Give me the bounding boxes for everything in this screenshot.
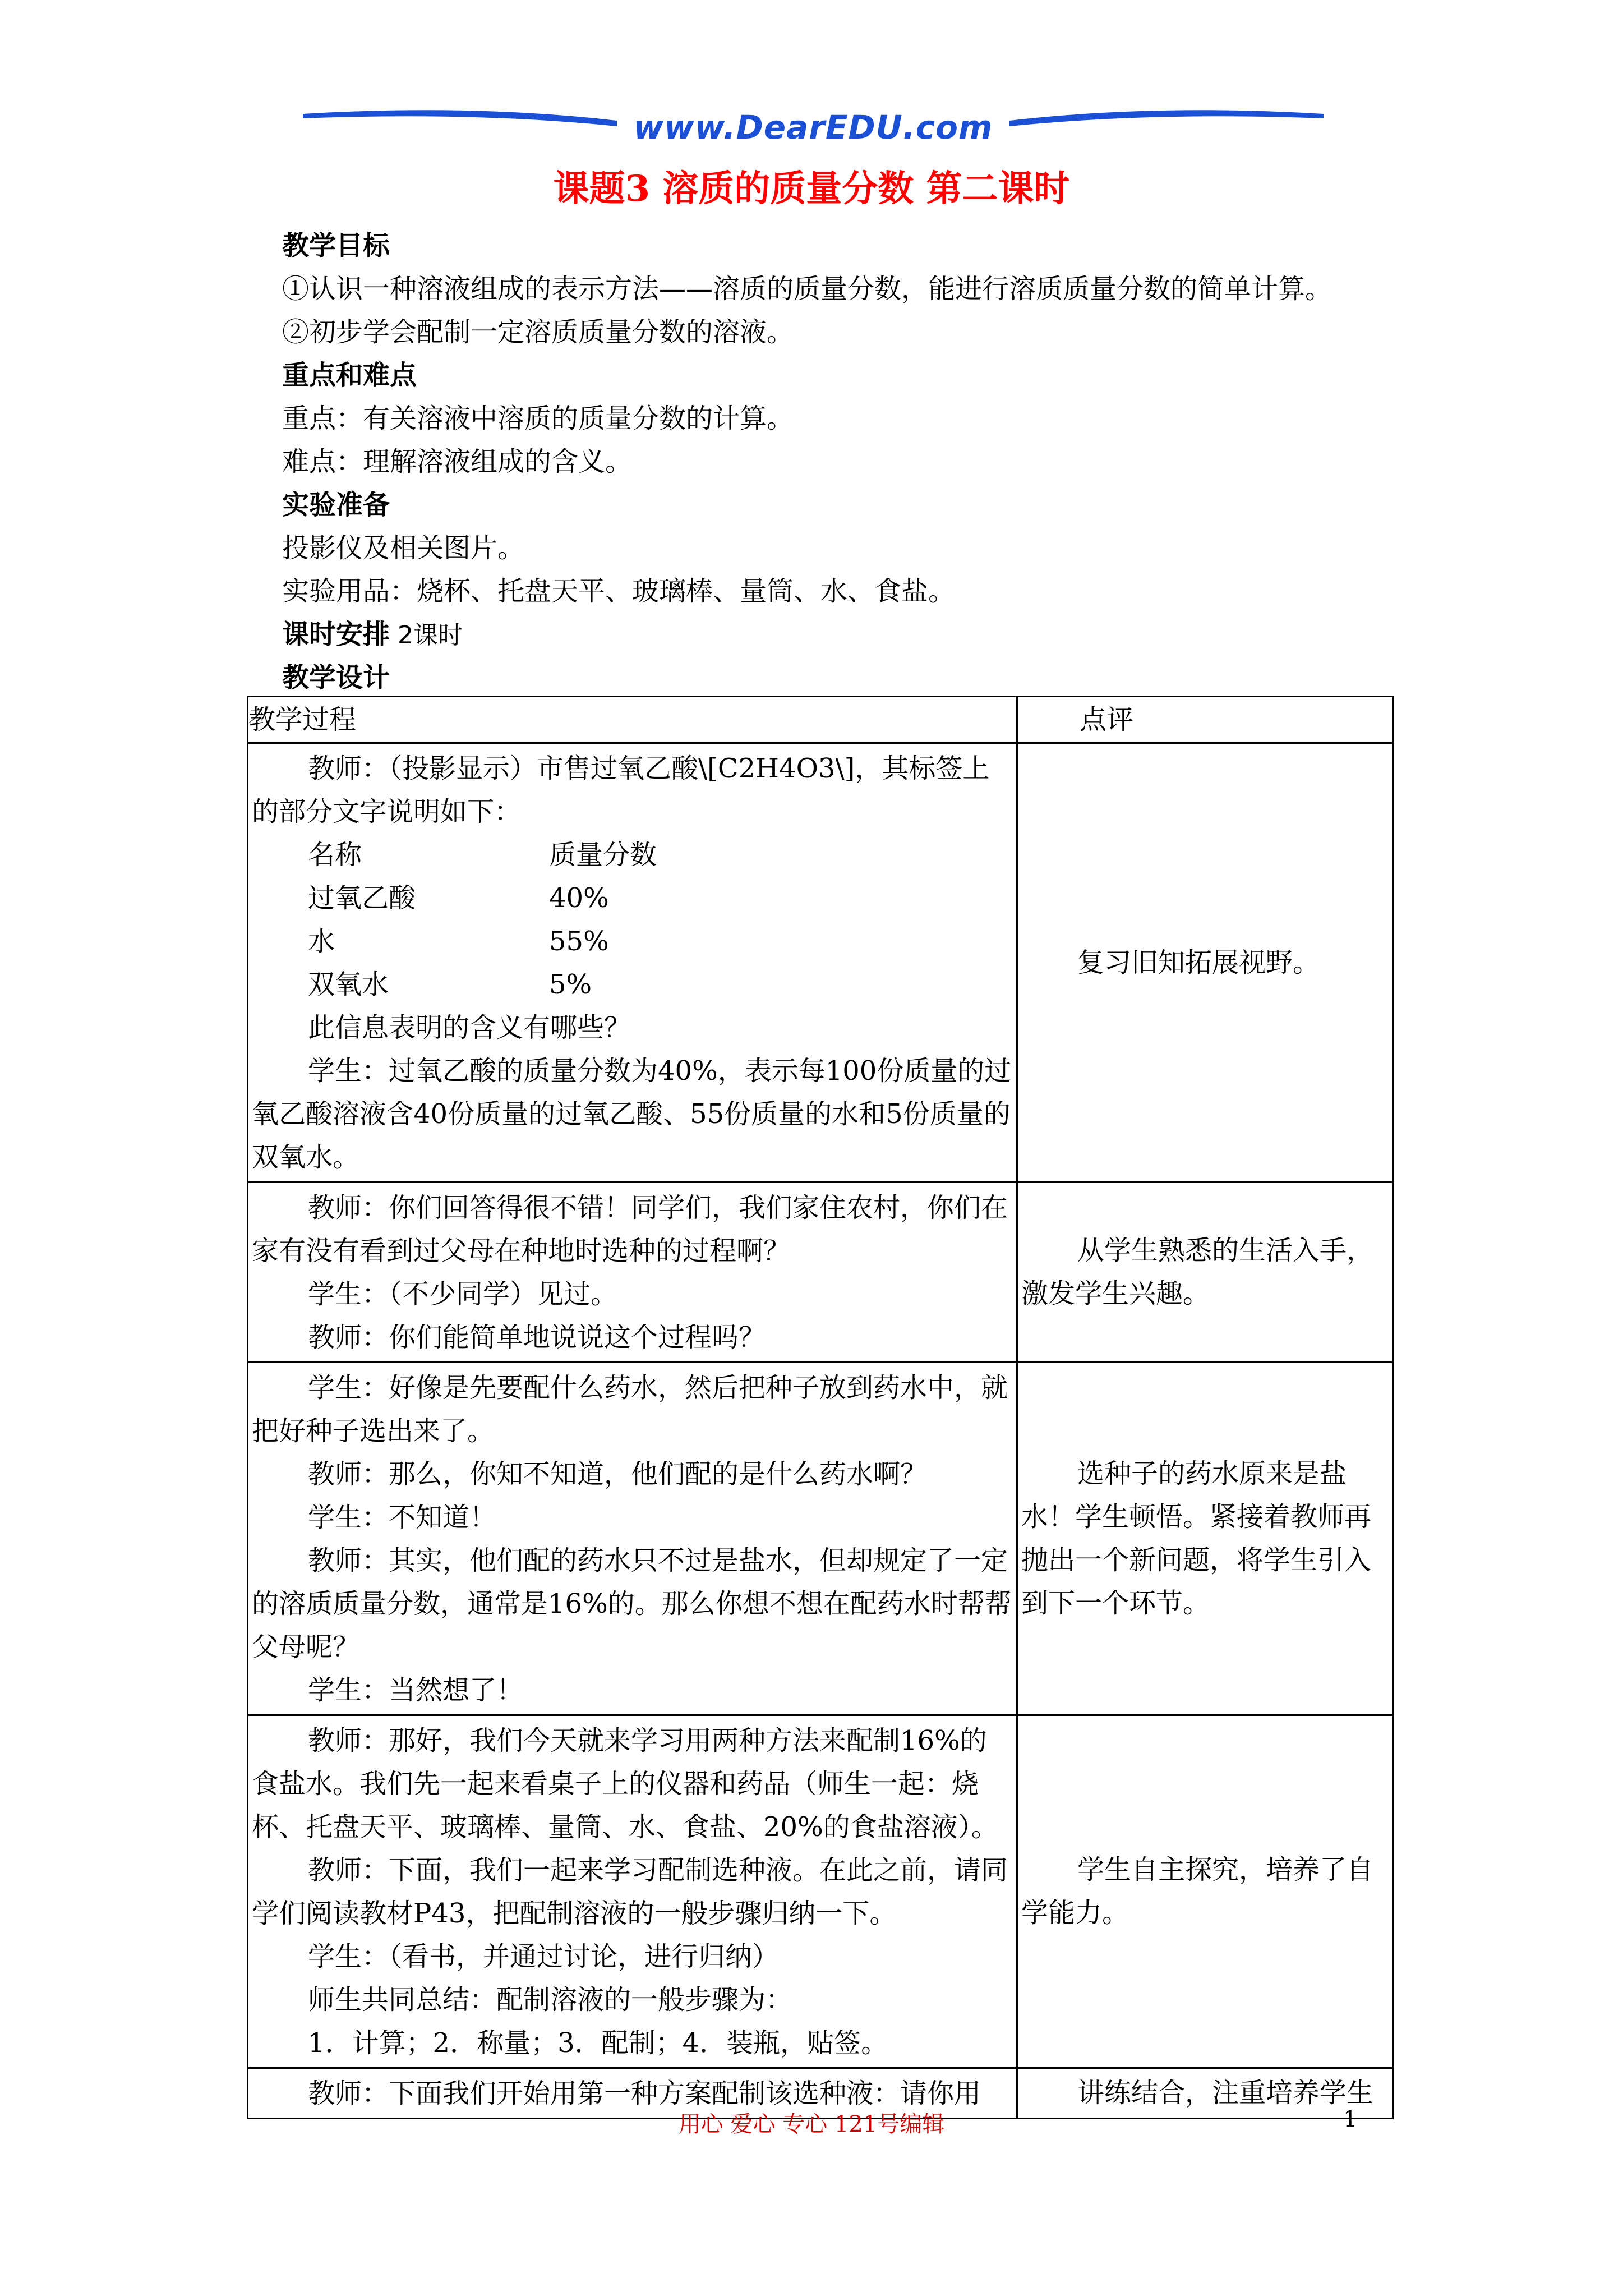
- comment-text: 从学生熟悉的生活入手，激发学生兴趣。: [1021, 1235, 1374, 1309]
- process-paragraph: 师生共同总结：配制溶液的一般步骤为：: [308, 1984, 793, 2016]
- header-process: 教学过程: [248, 697, 1017, 743]
- label-name: 名称: [308, 839, 362, 871]
- process-cell: [248, 1182, 1017, 1363]
- process-paragraph: 教师：下面，我们一起来学习配制选种液。在此之前，请同学们阅读教材P43，把配制溶液的一般步骤归纳一下。: [252, 1855, 1008, 1929]
- intro-line: 投影仪及相关图片。: [282, 532, 525, 564]
- process-paragraph: 学生：过氧乙酸的质量分数为40%，表示每100份质量的过氧乙酸溶液含40份质量的过氧乙酸、55份质量的水和5份质量的双氧水。: [252, 1055, 1012, 1173]
- site-name: www.DearEDU.com: [633, 108, 993, 146]
- process-cell: [248, 743, 1017, 1182]
- comment-text: 学生自主探究，培养了自学能力。: [1021, 1854, 1374, 1929]
- label-value: 40%: [549, 882, 609, 914]
- intro-line: 重点：有关溶液中溶质的质量分数的计算。: [282, 403, 794, 434]
- header-comment: 点评: [1017, 697, 1393, 743]
- label-value: 5%: [549, 969, 592, 1000]
- process-paragraph: 教师：那好，我们今天就来学习用两种方法来配制16%的食盐水。我们先一起来看桌子上的仪器和药品（师生一起：烧杯、托盘天平、玻璃棒、量筒、水、食盐、20%的食盐溶液）。: [252, 1725, 998, 1843]
- comment-cell: [1017, 743, 1393, 1182]
- process-paragraph: 的部分文字说明如下：: [252, 796, 522, 827]
- intro-line: ②初步学会配制一定溶质质量分数的溶液。: [282, 316, 794, 348]
- table-row: [248, 743, 1393, 1182]
- intro-line: 实验用品：烧杯、托盘天平、玻璃棒、量筒、水、食盐。: [282, 576, 956, 607]
- label-name: 水: [308, 926, 335, 957]
- design-heading: 教学设计: [282, 662, 390, 693]
- section-heading: 重点和难点: [282, 360, 417, 391]
- schedule-heading: 课时安排: [282, 619, 390, 650]
- intro-line: 难点：理解溶液组成的含义。: [282, 446, 633, 477]
- comment-text: 选种子的药水原来是盐水！学生顿悟。紧接着教师再抛出一个新问题，将学生引入到下一个环节。: [1021, 1458, 1372, 1619]
- comment-cell: [1017, 1182, 1393, 1363]
- label-entry: [252, 877, 1013, 920]
- section-heading: 教学目标: [282, 230, 390, 261]
- process-paragraph: 此信息表明的含义有哪些？: [308, 1012, 631, 1043]
- process-cell: [248, 1715, 1017, 2068]
- comment-cell: [1017, 1715, 1393, 2068]
- label-entry: [252, 920, 1013, 963]
- table-row: [248, 1363, 1393, 1715]
- label-value: 55%: [549, 926, 609, 957]
- process-paragraph: 教师：（投影显示）市售过氧乙酸\[C2H4O3\]，其标签上: [308, 753, 990, 784]
- table-header-row: [248, 697, 1393, 743]
- label-entry: [252, 963, 1013, 1006]
- process-paragraph: 学生：（看书，并通过讨论，进行归纳）: [308, 1941, 780, 1972]
- footer-text: 用心 爱心 专心 121号编辑: [678, 2111, 945, 2137]
- process-paragraph: 教师：其实，他们配的药水只不过是盐水，但却规定了一定的溶质质量分数，通常是16%的。那么你想不想在配药水时帮帮父母呢？: [252, 1545, 1012, 1663]
- process-paragraph: 学生：不知道！: [308, 1502, 497, 1533]
- comment-cell: [1017, 1363, 1393, 1715]
- label-name: 双氧水: [308, 969, 389, 1000]
- process-paragraph: 学生：当然想了！: [308, 1674, 524, 1706]
- schedule-line: [282, 613, 1404, 656]
- schedule-value: 2课时: [390, 621, 463, 650]
- process-paragraph: 教师：你们回答得很不错！同学们，我们家住农村，你们在家有没有看到过父母在种地时选种的过程啊？: [252, 1192, 1008, 1267]
- label-name: 过氧乙酸: [308, 882, 416, 914]
- label-entry: [252, 834, 1013, 877]
- site-banner: [303, 104, 1324, 154]
- label-value: 质量分数: [549, 839, 657, 871]
- intro-lines: [282, 224, 1404, 613]
- process-paragraph: 教师：你们能简单地说说这个过程吗？: [308, 1322, 766, 1353]
- table-row: [248, 1715, 1393, 2068]
- lesson-title: 课题3 溶质的质量分数 第二课时: [553, 168, 1070, 210]
- comment-text: 讲练结合，注重培养学生: [1077, 2077, 1374, 2109]
- process-cell: [248, 1363, 1017, 1715]
- process-paragraph: 1．计算；2．称量；3．配制；4．装瓶，贴签。: [308, 2027, 888, 2059]
- table-row: [248, 1182, 1393, 1363]
- process-paragraph: 学生：（不少同学）见过。: [308, 1278, 618, 1310]
- comment-text: 复习旧知拓展视野。: [1077, 946, 1320, 978]
- teaching-design-table: [247, 696, 1394, 2119]
- process-paragraph: 教师：下面我们开始用第一种方案配制该选种液：请你用: [308, 2078, 981, 2109]
- page-number: 1: [1343, 2106, 1358, 2132]
- section-heading: 实验准备: [282, 489, 390, 521]
- process-paragraph: 学生：好像是先要配什么药水，然后把种子放到药水中，就把好种子选出来了。: [252, 1372, 1008, 1447]
- intro-line: ①认识一种溶液组成的表示方法——溶质的质量分数，能进行溶质质量分数的简单计算。: [282, 273, 1332, 305]
- intro-section: [282, 224, 1404, 700]
- process-paragraph: 教师：那么，你知不知道，他们配的是什么药水啊？: [308, 1458, 928, 1490]
